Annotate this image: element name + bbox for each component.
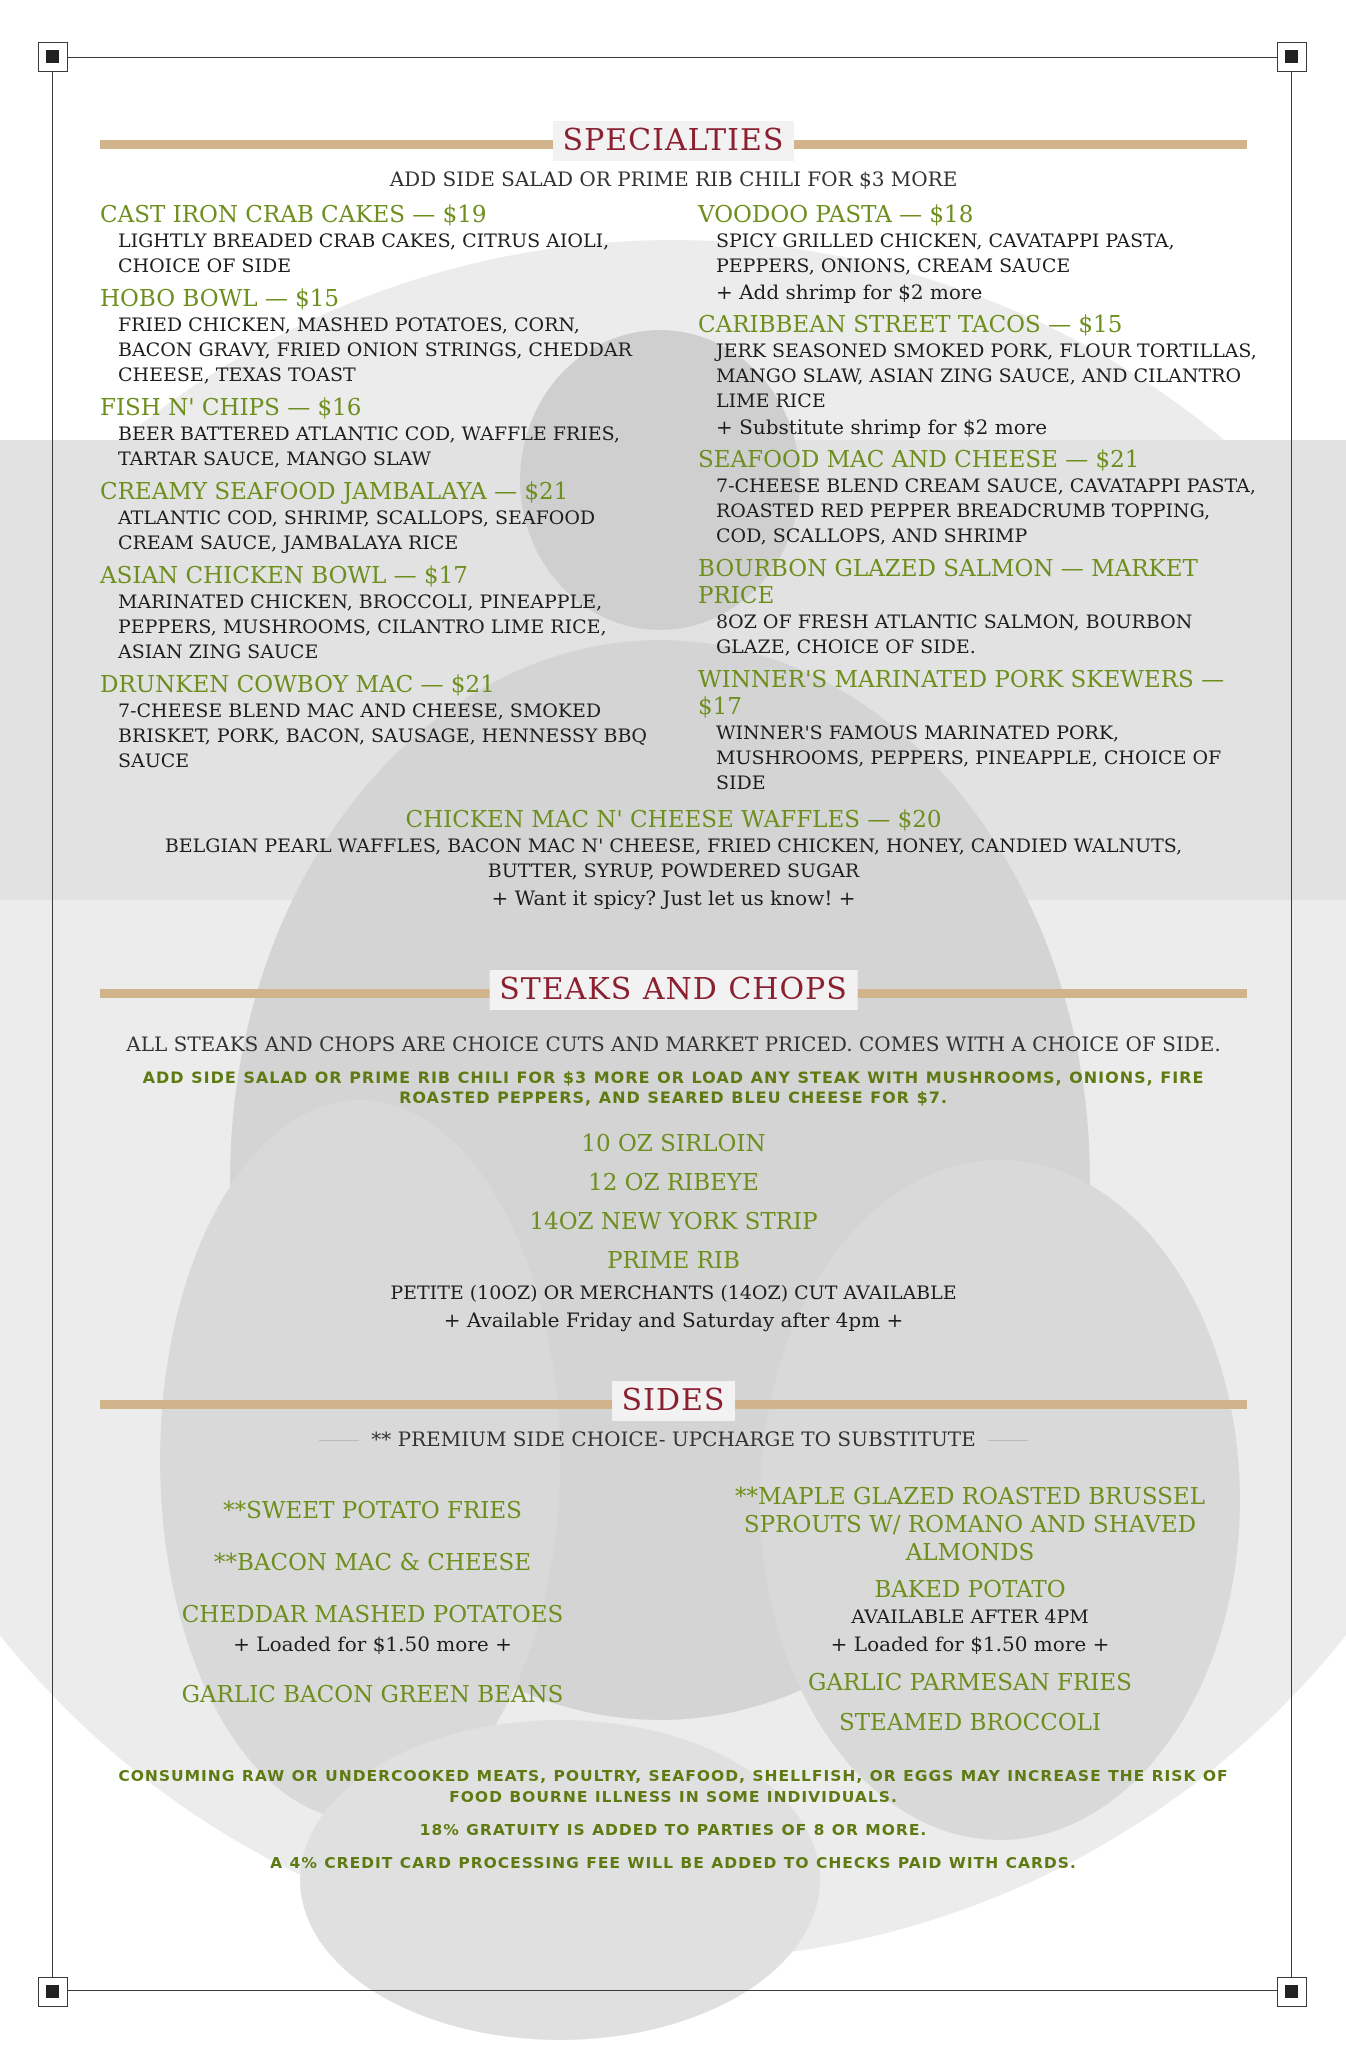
corner-ornament [38, 1977, 68, 2007]
menu-item [698, 667, 1258, 796]
menu-item [698, 447, 1258, 549]
side-item: GARLIC PARMESAN FRIES [808, 1670, 1132, 1696]
steaks-list [100, 1125, 1247, 1334]
side-extra: + Loaded for $1.50 more + [233, 1632, 512, 1656]
sides-left-column [100, 1496, 645, 1710]
item-description: 7-CHEESE BLEND MAC AND CHEESE, SMOKED BRISKET, PORK, BACON, SAUSAGE, HENNESSY BBQ SAUCE [118, 700, 647, 772]
side-item: GARLIC BACON GREEN BEANS [181, 1682, 564, 1708]
specialties-subtitle: ADD SIDE SALAD OR PRIME RIB CHILI FOR $3 MORE [389, 167, 958, 191]
menu-item [100, 563, 660, 665]
item-title: CAST IRON CRAB CAKES — $19 [100, 202, 487, 228]
feature-description: BELGIAN PEARL WAFFLES, BACON MAC N' CHEESE, FRIED CHICKEN, HONEY, CANDIED WALNUTS, BUTTER, SYRUP, POWDERED SUGAR [164, 835, 1183, 882]
item-description: LIGHTLY BREADED CRAB CAKES, CITRUS AIOLI, CHOICE OF SIDE [118, 230, 610, 277]
side-item: BAKED POTATO [874, 1577, 1066, 1603]
sides-right-column [690, 1483, 1250, 1738]
menu-item [100, 286, 660, 388]
steaks-note: ALL STEAKS AND CHOPS ARE CHOICE CUTS AND MARKET PRICED. COMES WITH A CHOICE OF SIDE. [126, 1032, 1221, 1056]
sides-header [100, 1381, 1247, 1421]
prime-rib-extra: + Available Friday and Saturday after 4pm + [443, 1308, 904, 1332]
steak-item: 10 OZ SIRLOIN [581, 1131, 766, 1157]
item-title: FISH N' CHIPS — $16 [100, 395, 362, 421]
item-title: HOBO BOWL — $15 [100, 286, 340, 312]
section-title: SIDES [612, 1381, 736, 1421]
menu-item [698, 312, 1258, 440]
divider [319, 1440, 359, 1441]
menu-item [698, 202, 1258, 305]
item-description: BEER BATTERED ATLANTIC COD, WAFFLE FRIES, TARTAR SAUCE, MANGO SLAW [118, 423, 620, 470]
footer-line: 18% GRATUITY IS ADDED TO PARTIES OF 8 OR MORE. [419, 1821, 928, 1839]
steaks-addon-note: ADD SIDE SALAD OR PRIME RIB CHILI FOR $3 MORE OR LOAD ANY STEAK WITH MUSHROOMS, ONIONS, FIRE ROASTED PEPPERS, AND SEARED BLEU CHEESE FOR $7. [142, 1068, 1205, 1107]
side-item: **BACON MAC & CHEESE [213, 1550, 532, 1576]
item-description: JERK SEASONED SMOKED PORK, FLOUR TORTILLAS, MANGO SLAW, ASIAN ZING SAUCE, AND CILANTRO LIME RICE [716, 340, 1257, 412]
item-description: ATLANTIC COD, SHRIMP, SCALLOPS, SEAFOOD CREAM SAUCE, JAMBALAYA RICE [118, 507, 596, 554]
side-item: **MAPLE GLAZED ROASTED BRUSSEL SPROUTS W/ ROMANO AND SHAVED ALMONDS [735, 1484, 1205, 1566]
item-title: CREAMY SEAFOOD JAMBALAYA — $21 [100, 479, 569, 505]
specialties-right-column [698, 202, 1258, 803]
sides-note-row [100, 1427, 1247, 1451]
steaks-header [100, 970, 1247, 1010]
item-description: FRIED CHICKEN, MASHED POTATOES, CORN, BACON GRAVY, FRIED ONION STRINGS, CHEDDAR CHEESE, TEXAS TOAST [118, 314, 632, 386]
menu-item [100, 395, 660, 472]
corner-ornament [1277, 1977, 1307, 2007]
item-title: CARIBBEAN STREET TACOS — $15 [698, 312, 1123, 338]
menu-item [698, 556, 1258, 660]
corner-ornament [1277, 42, 1307, 72]
side-item: STEAMED BROCCOLI [838, 1710, 1102, 1736]
prime-rib-title: PRIME RIB [607, 1248, 740, 1274]
menu-content [100, 0, 1257, 2048]
footer-notes [100, 1766, 1247, 1874]
side-item: CHEDDAR MASHED POTATOES [181, 1602, 564, 1628]
item-description: MARINATED CHICKEN, BROCCOLI, PINEAPPLE, PEPPERS, MUSHROOMS, CILANTRO LIME RICE, ASIAN ZING SAUCE [118, 591, 607, 663]
feature-extra: + Want it spicy? Just let us know! + [491, 886, 856, 910]
item-extra: + Add shrimp for $2 more [716, 280, 983, 304]
item-title: BOURBON GLAZED SALMON — MARKET PRICE [698, 556, 1198, 609]
side-item: **SWEET POTATO FRIES [223, 1498, 522, 1524]
item-title: SEAFOOD MAC AND CHEESE — $21 [698, 447, 1140, 473]
prime-rib-description: PETITE (10OZ) OR MERCHANTS (14OZ) CUT AVAILABLE [390, 1282, 957, 1304]
item-title: VOODOO PASTA — $18 [698, 202, 974, 228]
item-description: 7-CHEESE BLEND CREAM SAUCE, CAVATAPPI PASTA, ROASTED RED PEPPER BREADCRUMB TOPPING, COD, SCALLOPS, AND SHRIMP [716, 475, 1256, 547]
specialties-left-column [100, 202, 660, 781]
item-description: SPICY GRILLED CHICKEN, CAVATAPPI PASTA, PEPPERS, ONIONS, CREAM SAUCE [716, 230, 1175, 277]
footer-line: A 4% CREDIT CARD PROCESSING FEE WILL BE ADDED TO CHECKS PAID WITH CARDS. [270, 1854, 1077, 1872]
item-title: ASIAN CHICKEN BOWL — $17 [100, 563, 468, 589]
section-title: SPECIALTIES [553, 121, 795, 161]
item-extra: + Substitute shrimp for $2 more [716, 415, 1048, 439]
steak-item: 14OZ NEW YORK STRIP [529, 1209, 818, 1235]
feature-item [100, 806, 1247, 912]
item-title: WINNER'S MARINATED PORK SKEWERS — $17 [698, 667, 1225, 720]
item-description: 8OZ OF FRESH ATLANTIC SALMON, BOURBON GLAZE, CHOICE OF SIDE. [716, 611, 1193, 658]
side-description: AVAILABLE AFTER 4PM [851, 1606, 1089, 1628]
item-title: DRUNKEN COWBOY MAC — $21 [100, 672, 495, 698]
item-description: WINNER'S FAMOUS MARINATED PORK, MUSHROOMS, PEPPERS, PINEAPPLE, CHOICE OF SIDE [716, 722, 1222, 794]
steak-item: 12 OZ RIBEYE [588, 1170, 759, 1196]
menu-item [100, 479, 660, 556]
feature-title: CHICKEN MAC N' CHEESE WAFFLES — $20 [405, 807, 942, 833]
side-extra: + Loaded for $1.50 more + [830, 1632, 1110, 1656]
section-title: STEAKS AND CHOPS [489, 970, 858, 1010]
menu-item [100, 672, 660, 774]
divider [988, 1440, 1028, 1441]
sides-note: ** PREMIUM SIDE CHOICE- UPCHARGE TO SUBSTITUTE [371, 1427, 976, 1451]
corner-ornament [38, 42, 68, 72]
specialties-header [100, 121, 1247, 161]
footer-line: CONSUMING RAW OR UNDERCOOKED MEATS, POULTRY, SEAFOOD, SHELLFISH, OR EGGS MAY INCREASE THE RISK OF FOOD BOURNE ILLNESS IN SOME INDIVIDUALS. [118, 1767, 1229, 1806]
menu-item [100, 202, 660, 279]
